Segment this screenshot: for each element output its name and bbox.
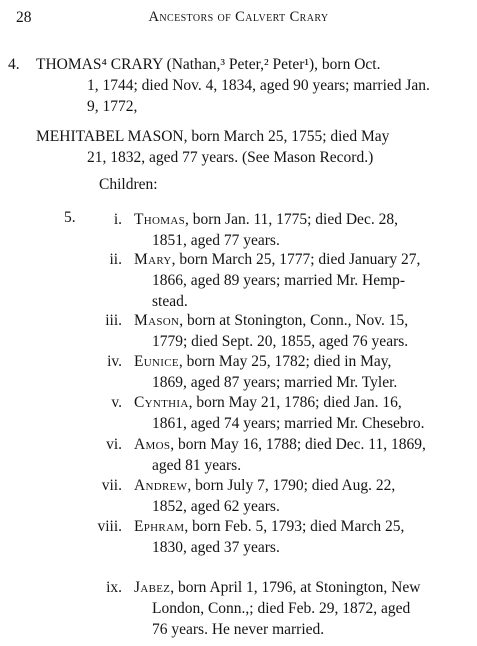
entry-line: THOMAS⁴ CRARY (Nathan,³ Peter,² Peter¹), born Oct. [36,56,381,73]
child-line: 1779; died Sept. 20, 1855, aged 76 years. [152,333,409,350]
child-text [134,516,404,558]
child-line: Amos, born May 16, 1788; died Dec. 11, 1869, [134,436,426,453]
child-line: Mason, born at Stonington, Conn., Nov. 15, [134,312,409,329]
child-line: stead. [152,293,188,310]
child-text [134,577,420,640]
child-name: Mary [134,251,172,268]
child-text [134,392,424,434]
spouse-paragraph [36,126,389,168]
running-title: Ancestors of Calvert Crary [148,9,329,25]
child-name: Eunice [134,353,179,370]
child-text [134,351,397,393]
child-line: 1830, aged 37 years. [152,539,280,556]
child-line: Jabez, born April 1, 1796, at Stonington, New [134,579,421,596]
entry-number: 4. [8,56,20,73]
child-line: 1866, aged 89 years; married Mr. Hemp- [152,272,406,289]
child-name: Jabez [134,579,171,596]
child-numeral: i. [113,211,122,228]
child-numeral: ix. [106,579,122,596]
child-line: London, Conn.,; died Feb. 29, 1872, aged [152,600,411,617]
child-line: 1869, aged 87 years; married Mr. Tyler. [152,374,398,391]
child-text [134,209,398,251]
child-line: 1861, aged 74 years; married Mr. Chesebro. [152,415,425,432]
child-name: Ephram [134,518,185,535]
child-numeral: ii. [109,251,122,268]
child-line: Andrew, born July 7, 1790; died Aug. 22, [134,477,396,494]
child-numeral: vi. [106,436,122,453]
child-line: Ephram, born Feb. 5, 1793; died March 25, [134,518,405,535]
child-line: aged 81 years. [152,457,242,474]
child-line: Eunice, born May 25, 1782; died in May, [134,353,392,370]
child-numeral: viii. [97,518,122,535]
child-line: 1851, aged 77 years. [152,232,280,249]
child-name: Cynthia [134,394,189,411]
child-name: Thomas [134,211,185,228]
child-text [134,434,426,476]
child-numeral: v. [111,394,122,411]
child-line: Cynthia, born May 21, 1786; died Jan. 16, [134,394,402,411]
generation-number: 5. [64,209,76,226]
entry-paragraph [36,54,430,117]
children-label: Children: [99,176,158,193]
child-line: Mary, born March 25, 1777; died January 27, [134,251,421,268]
entry-line: 9, 1772, [87,98,138,115]
entry-line: 1, 1744; died Nov. 4, 1834, aged 90 years; married Jan. [87,77,430,94]
child-numeral: vii. [101,477,122,494]
child-numeral: iv. [107,353,122,370]
child-line: 1852, aged 62 years. [152,498,280,515]
child-name: Andrew [134,477,188,494]
spouse-line: MEHITABEL MASON, born March 25, 1755; died May [36,128,390,145]
spouse-line: 21, 1832, aged 77 years. (See Mason Record.) [87,149,374,166]
child-text [134,475,395,517]
child-text [134,310,408,352]
page-number: 28 [16,9,32,26]
child-text [134,249,420,312]
child-line: 76 years. He never married. [152,621,325,638]
child-name: Mason [134,312,180,329]
child-numeral: iii. [105,312,122,329]
page-header [0,9,477,33]
child-line: Thomas, born Jan. 11, 1775; died Dec. 28, [134,211,398,228]
child-name: Amos [134,436,171,453]
